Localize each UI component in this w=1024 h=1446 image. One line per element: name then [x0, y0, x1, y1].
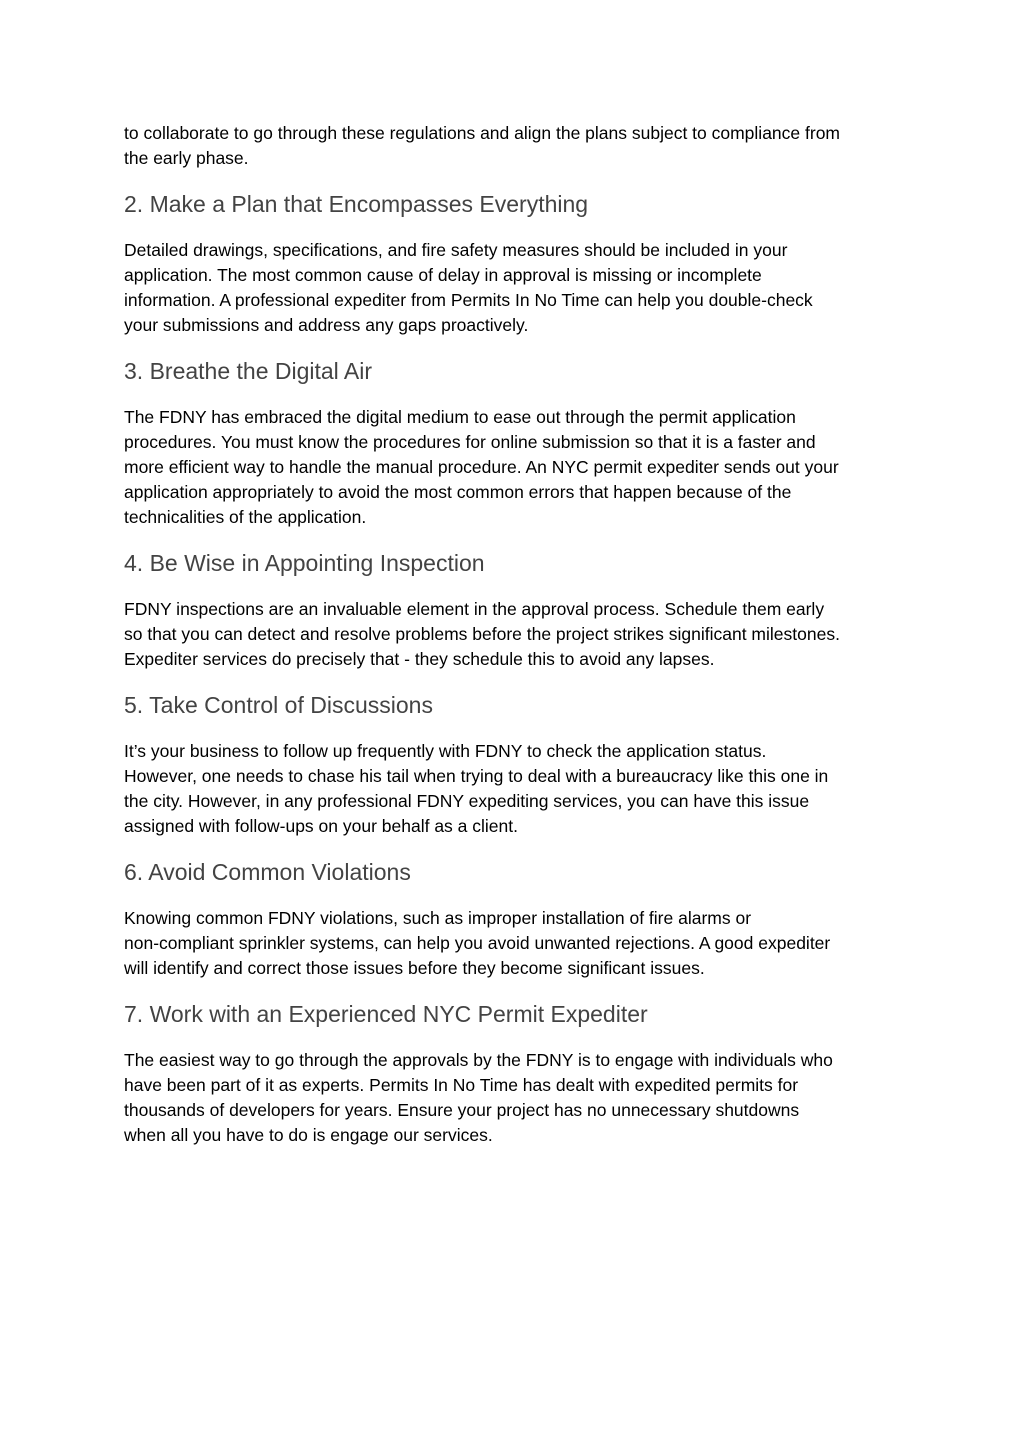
paragraph-line: Expediter services do precisely that - they schedule this to avoid any lapses.: [124, 649, 715, 669]
section-heading-6: 6. Avoid Common Violations: [124, 859, 411, 885]
paragraph-line: application appropriately to avoid the most common errors that happen because of the: [124, 482, 792, 502]
paragraph-line: It’s your business to follow up frequently with FDNY to check the application status.: [124, 741, 767, 761]
paragraph-line: Knowing common FDNY violations, such as improper installation of fire alarms or: [124, 908, 752, 928]
paragraph-line: However, one needs to chase his tail when trying to deal with a bureaucracy like this one in: [124, 766, 829, 786]
paragraph-line: when all you have to do is engage our services.: [124, 1125, 493, 1145]
paragraph-line: The easiest way to go through the approvals by the FDNY is to engage with individuals who: [124, 1050, 833, 1070]
section-paragraph-4: [124, 597, 914, 672]
section-paragraph-2: [124, 238, 914, 338]
paragraph-line: will identify and correct those issues before they become significant issues.: [124, 958, 705, 978]
paragraph-line: thousands of developers for years. Ensure your project has no unnecessary shutdowns: [124, 1100, 800, 1120]
paragraph-line: FDNY inspections are an invaluable element in the approval process. Schedule them early: [124, 599, 825, 619]
paragraph-line: application. The most common cause of delay in approval is missing or incomplete: [124, 265, 762, 285]
paragraph-line: procedures. You must know the procedures for online submission so that it is a faster and: [124, 432, 816, 452]
paragraph-line: more efficient way to handle the manual procedure. An NYC permit expediter sends out your: [124, 457, 839, 477]
section-heading-7: 7. Work with an Experienced NYC Permit Expediter: [124, 1001, 648, 1027]
section-paragraph-5: [124, 739, 914, 839]
paragraph-line: The FDNY has embraced the digital medium to ease out through the permit application: [124, 407, 796, 427]
section-paragraph-6: [124, 906, 914, 981]
paragraph-line: your submissions and address any gaps proactively.: [124, 315, 529, 335]
paragraph-line: Detailed drawings, specifications, and fire safety measures should be included in your: [124, 240, 788, 260]
paragraph-line: assigned with follow-ups on your behalf as a client.: [124, 816, 518, 836]
paragraph-line: non-compliant sprinkler systems, can help you avoid unwanted rejections. A good expediter: [124, 933, 831, 953]
paragraph-line: information. A professional expediter from Permits In No Time can help you double-check: [124, 290, 813, 310]
paragraph-line: the early phase.: [124, 148, 249, 168]
document-page: [124, 121, 914, 1148]
paragraph-line: to collaborate to go through these regulations and align the plans subject to compliance from: [124, 123, 841, 143]
paragraph-line: technicalities of the application.: [124, 507, 367, 527]
section-heading-3: 3. Breathe the Digital Air: [124, 358, 373, 384]
intro-paragraph: [124, 121, 914, 171]
paragraph-line: so that you can detect and resolve problems before the project strikes significant milestones.: [124, 624, 840, 644]
paragraph-line: have been part of it as experts. Permits In No Time has dealt with expedited permits for: [124, 1075, 799, 1095]
section-paragraph-3: [124, 405, 914, 530]
section-heading-5: 5. Take Control of Discussions: [124, 692, 433, 718]
section-paragraph-7: [124, 1048, 914, 1148]
section-heading-2: 2. Make a Plan that Encompasses Everything: [124, 191, 589, 217]
paragraph-line: the city. However, in any professional FDNY expediting services, you can have this issue: [124, 791, 810, 811]
section-heading-4: 4. Be Wise in Appointing Inspection: [124, 550, 485, 576]
